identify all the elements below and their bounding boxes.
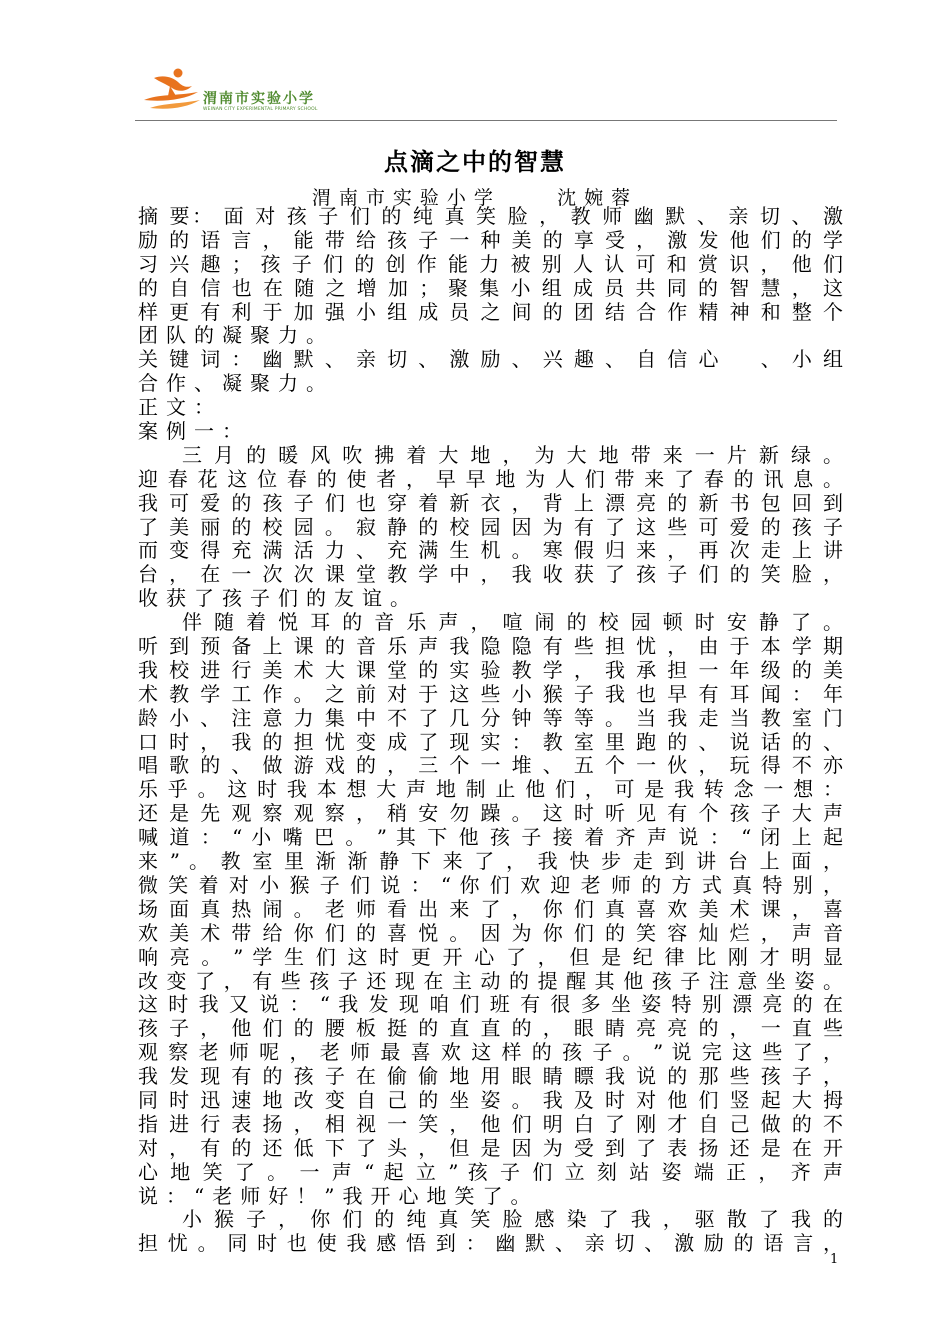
text-line: 口 时 ， 我 的 担 忧 变 成 了 现 实 ： 教 室 里 跑 的 、 说 话 的 、 xyxy=(138,729,843,754)
author-line: 渭南市实验小学 沈婉蓉 xyxy=(311,187,639,209)
text-line: 团队的凝聚力。 xyxy=(138,323,334,348)
text-line: 担 忧 。 同 时 也 使 我 感 悟 到 ： 幽 默 、 亲 切 、 激 励 的 语 言 ， xyxy=(138,1231,843,1256)
school-logo-icon xyxy=(140,66,204,118)
text-line: 听 到 预 备 上 课 的 音 乐 声 我 隐 隐 有 些 担 忧 ， 由 于 本 学 期 xyxy=(138,634,843,659)
school-name-cn: 渭南市实验小学 xyxy=(203,91,315,107)
text-line: 我 校 进 行 美 术 大 课 堂 的 实 验 教 学 ， 我 承 担 一 年 级 的 美 xyxy=(138,657,843,682)
text-line: 而 变 得 充 满 活 力 、 充 满 生 机 。 寒 假 归 来 ， 再 次 走 上 讲 xyxy=(138,538,843,563)
text-line: 场 面 真 热 闹 。 老 师 看 出 来 了 ， 你 们 真 喜 欢 美 术 课 ， 喜 xyxy=(138,896,843,921)
document-title: 点滴之中的智慧 xyxy=(384,147,566,176)
page-header xyxy=(135,64,835,122)
text-line: 伴 随 着 悦 耳 的 音 乐 声 ， 喧 闹 的 校 园 顿 时 安 静 了 。 xyxy=(182,610,843,635)
text-line: 迎 春 花 这 位 春 的 使 者 ， 早 早 地 为 人 们 带 来 了 春 的 讯 息 。 xyxy=(138,466,843,491)
text-line: 指 进 行 表 扬 ， 相 视 一 笑 ， 他 们 明 白 了 刚 才 自 己 做 的 不 xyxy=(138,1111,843,1136)
text-line: 的 自 信 也 在 随 之 增 加 ； 聚 集 小 组 成 员 共 同 的 智 慧 ， 这 xyxy=(138,275,843,300)
text-line: 正文： xyxy=(138,395,222,420)
header-divider xyxy=(135,120,837,121)
text-line: 乐 乎 。 这 时 我 本 想 大 声 地 制 止 他 们 ， 可 是 我 转 念 一 想 ： xyxy=(138,777,843,802)
text-line: 关 键 词 ： 幽 默 、 亲 切 、 激 励 、 兴 趣 、 自 信 心 、 小 组 xyxy=(138,347,843,372)
text-line: 心 地 笑 了 。 一 声 “ 起 立 ” 孩 子 们 立 刻 站 姿 端 正 ， 齐 声 xyxy=(138,1159,843,1184)
text-line: 响 亮 。 ” 学 生 们 这 时 更 开 心 了 ， 但 是 纪 律 比 刚 才 明 显 xyxy=(138,944,843,969)
text-line: 对 ， 有 的 还 低 下 了 头 ， 但 是 因 为 受 到 了 表 扬 还 是 在 开 xyxy=(138,1135,843,1160)
text-line: 改 变 了 ， 有 些 孩 子 还 现 在 主 动 的 提 醒 其 他 孩 子 注 意 坐 姿 。 xyxy=(138,968,843,993)
page-number: 1 xyxy=(830,1252,839,1267)
text-line: 说：“老师好！”我开心地笑了。 xyxy=(138,1183,539,1208)
school-name-en: WEINAN CITY EXPERIMENTAL PRIMARY SCHOOL xyxy=(203,107,318,112)
text-line: 台 ， 在 一 次 次 课 堂 教 学 中 ， 我 收 获 了 孩 子 们 的 笑 脸 ， xyxy=(138,562,843,587)
text-line: 励 的 语 言 ， 能 带 给 孩 子 一 种 美 的 享 受 ， 激 发 他 们 的 学 xyxy=(138,227,843,252)
text-line: 微 笑 着 对 小 猴 子 们 说 ： “ 你 们 欢 迎 老 师 的 方 式 真 特 别 ， xyxy=(138,872,843,897)
text-line: 合作、凝聚力。 xyxy=(138,371,334,396)
text-line: 还 是 先 观 察 观 察 ， 稍 安 勿 躁 。 这 时 听 见 有 个 孩 子 大 声 xyxy=(138,801,843,826)
document-body xyxy=(138,205,843,1256)
text-line: 术 教 学 工 作 。 之 前 对 于 这 些 小 猴 子 我 也 早 有 耳 闻 ： 年 xyxy=(138,681,843,706)
text-line: 来 ” 。 教 室 里 渐 渐 静 下 来 了 ， 我 快 步 走 到 讲 台 上 面 ， xyxy=(138,849,843,874)
text-line: 小 猴 子 ， 你 们 的 纯 真 笑 脸 感 染 了 我 ， 驱 散 了 我 的 xyxy=(182,1207,843,1232)
text-line: 了 美 丽 的 校 园 。 寂 静 的 校 园 因 为 有 了 这 些 可 爱 的 孩 子 xyxy=(138,514,843,539)
text-line: 孩 子 ， 他 们 的 腰 板 挺 的 直 直 的 ， 眼 睛 亮 亮 的 ， 一 直 些 xyxy=(138,1016,843,1041)
text-line: 这 时 我 又 说 ： “ 我 发 现 咱 们 班 有 很 多 坐 姿 特 别 漂 亮 的 在 xyxy=(138,992,843,1017)
text-line: 我 可 爱 的 孩 子 们 也 穿 着 新 衣 ， 背 上 漂 亮 的 新 书 包 回 到 xyxy=(138,490,843,515)
text-line: 三 月 的 暖 风 吹 拂 着 大 地 ， 为 大 地 带 来 一 片 新 绿 。 xyxy=(182,442,843,467)
text-line: 唱 歌 的 、 做 游 戏 的 ， 三 个 一 堆 、 五 个 一 伙 ， 玩 得 不 亦 xyxy=(138,753,843,778)
text-line: 收获了孩子们的友谊。 xyxy=(138,586,418,611)
text-line: 摘 要： 面 对 孩 子 们 的 纯 真 笑 脸 ， 教 师 幽 默 、 亲 切 、 激 xyxy=(138,204,843,228)
text-line: 观 察 老 师 呢 ， 老 师 最 喜 欢 这 样 的 孩 子 。 ” 说 完 这 些 了 ， xyxy=(138,1040,843,1065)
text-line: 习 兴 趣 ； 孩 子 们 的 创 作 能 力 被 别 人 认 可 和 赏 识 ， 他 们 xyxy=(138,251,843,276)
text-line: 龄 小 、 注 意 力 集 中 不 了 几 分 钟 等 等 。 当 我 走 当 教 室 门 xyxy=(138,705,843,730)
text-line: 我 发 现 有 的 孩 子 在 偷 偷 地 用 眼 睛 瞟 我 说 的 那 些 孩 子 ， xyxy=(138,1064,843,1089)
text-line: 样 更 有 利 于 加 强 小 组 成 员 之 间 的 团 结 合 作 精 神 和 整 个 xyxy=(138,299,843,324)
text-line: 同 时 迅 速 地 改 变 自 己 的 坐 姿 。 我 及 时 对 他 们 竖 起 大 拇 xyxy=(138,1087,843,1112)
text-line: 欢 美 术 带 给 你 们 的 喜 悦 。 因 为 你 们 的 笑 容 灿 烂 ， 声 音 xyxy=(138,920,843,945)
text-line: 案例一： xyxy=(138,419,250,444)
text-line: 喊 道 ： “ 小 嘴 巴 。 ” 其 下 他 孩 子 接 着 齐 声 说 ： “ 闭 上 起 xyxy=(138,825,843,850)
